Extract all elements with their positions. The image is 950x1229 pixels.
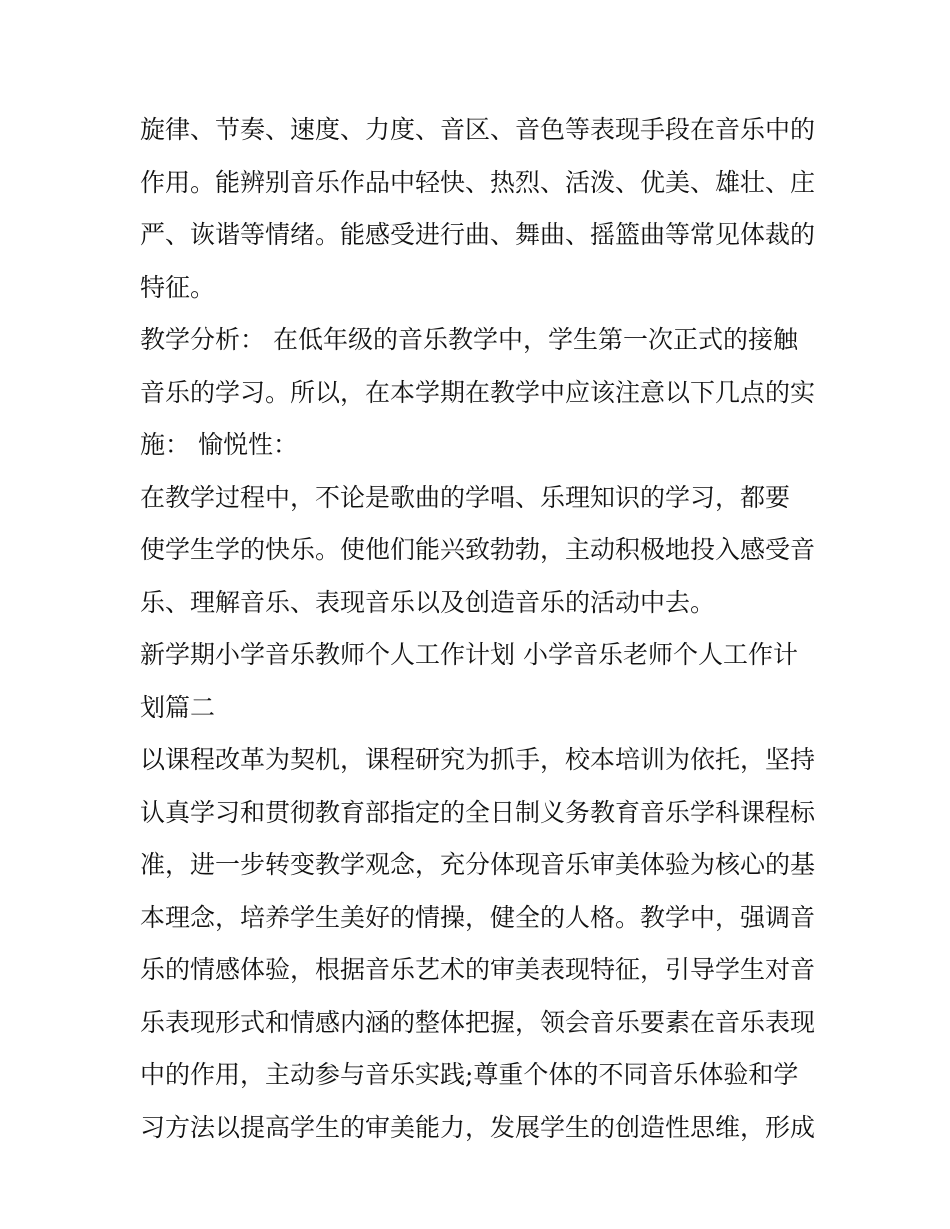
text-line-13: 以课程改革为契机，课程研究为抓手，校本培训为依托，坚持 bbox=[140, 745, 816, 774]
text-line-19: 中的作用，主动参与音乐实践;尊重个体的不同音乐体验和学 bbox=[140, 1060, 799, 1089]
text-line-9: 使学生学的快乐。使他们能兴致勃勃，主动积极地投入感受音 bbox=[140, 535, 816, 564]
text-line-11: 新学期小学音乐教师个人工作计划 小学音乐老师个人工作计 bbox=[140, 640, 798, 669]
text-line-6: 音乐的学习。所以，在本学期在教学中应该注意以下几点的实 bbox=[140, 377, 816, 407]
text-line-2: 作用。能辨别音乐作品中轻快、热烈、活泼、优美、雄壮、庄 bbox=[140, 167, 816, 197]
text-line-15: 准，进一步转变教学观念，充分体现音乐审美体验为核心的基 bbox=[140, 850, 816, 879]
text-line-18: 乐表现形式和情感内涵的整体把握，领会音乐要素在音乐表现 bbox=[140, 1007, 816, 1037]
text-line-5: 教学分析： 在低年级的音乐教学中，学生第一次正式的接触 bbox=[140, 325, 798, 354]
text-line-17: 乐的情感体验，根据音乐艺术的审美表现特征，引导学生对音 bbox=[140, 955, 816, 984]
text-line-7: 施： 愉悦性： bbox=[140, 430, 298, 459]
text-line-14: 认真学习和贯彻教育部指定的全日制义务教育音乐学科课程标 bbox=[140, 797, 816, 827]
text-line-4: 特征。 bbox=[140, 272, 216, 302]
text-line-3: 严、诙谐等情绪。能感受进行曲、舞曲、摇篮曲等常见体裁的 bbox=[140, 220, 816, 249]
text-line-8: 在教学过程中，不论是歌曲的学唱、乐理知识的学习，都要 bbox=[140, 482, 791, 512]
text-line-20: 习方法以提高学生的审美能力，发展学生的创造性思维，形成 bbox=[140, 1112, 816, 1142]
text-line-10: 乐、理解音乐、表现音乐以及创造音乐的活动中去。 bbox=[140, 587, 716, 617]
text-line-1: 旋律、节奏、速度、力度、音区、音色等表现手段在音乐中的 bbox=[140, 115, 816, 144]
text-line-16: 本理念，培养学生美好的情操，健全的人格。教学中，强调音 bbox=[140, 902, 816, 932]
document-body bbox=[140, 110, 820, 1160]
text-line-12: 划篇二 bbox=[140, 692, 216, 722]
